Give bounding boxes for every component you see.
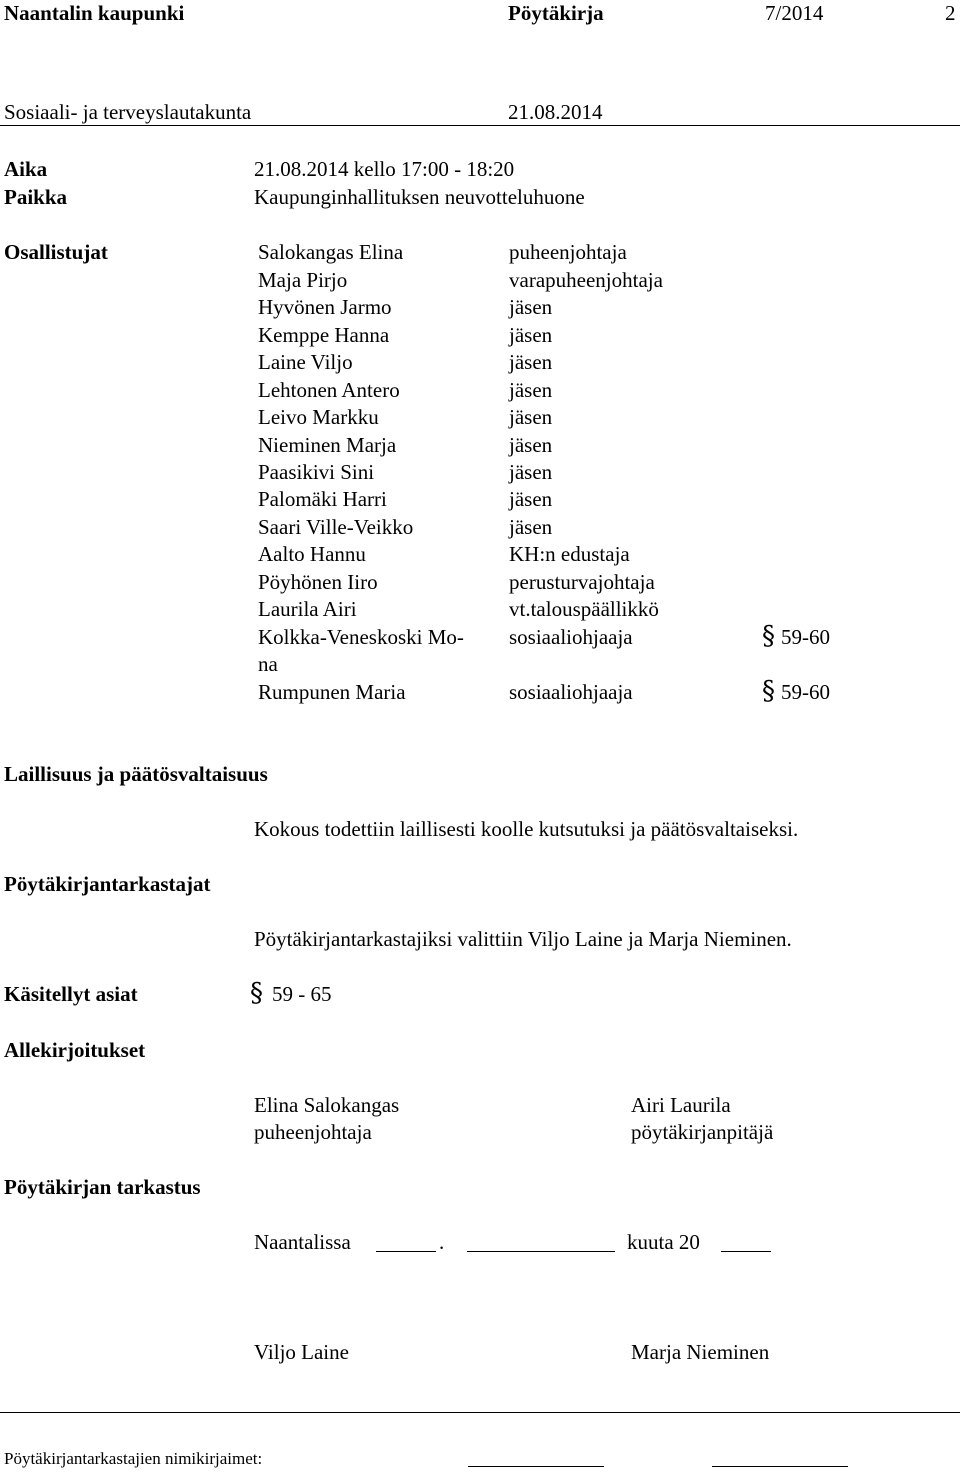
handled-label: Käsitellyt asiat [4, 982, 138, 1006]
chair-name: Elina Salokangas [254, 1093, 400, 1117]
participant-role: KH:n edustaja [509, 542, 630, 566]
place-value: Kaupunginhallituksen neuvotteluhuone [254, 185, 585, 209]
participant-name: Aalto Hannu [258, 542, 366, 566]
participant-role: jäsen [509, 405, 553, 429]
year-blank-line [721, 1251, 771, 1252]
review-label: Pöytäkirjan tarkastus [4, 1175, 201, 1199]
participant-name: Hyvönen Jarmo [258, 295, 392, 319]
section-sign-icon: § [762, 676, 775, 706]
handled-value: 59 - 65 [272, 982, 332, 1006]
section-sign-icon: § [250, 978, 263, 1008]
review-dot: . [439, 1230, 445, 1254]
secretary-role: pöytäkirjanpitäjä [631, 1120, 774, 1144]
review-month-text: kuuta 20 [627, 1230, 700, 1254]
participant-name: Salokangas Elina [258, 240, 404, 264]
participant-name: Laine Viljo [258, 350, 353, 374]
header-divider [0, 125, 960, 126]
page-number: 2 [945, 1, 956, 25]
participant-sections: 59-60 [781, 625, 830, 649]
participant-role: jäsen [509, 487, 553, 511]
time-value: 21.08.2014 kello 17:00 - 18:20 [254, 157, 515, 181]
place-label: Paikka [4, 185, 68, 209]
board-name: Sosiaali- ja terveyslautakunta [4, 100, 252, 124]
participant-role: jäsen [509, 378, 553, 402]
participant-role: jäsen [509, 323, 553, 347]
initials-label: Pöytäkirjantarkastajien nimikirjaimet: [4, 1449, 263, 1468]
footer-divider [0, 1412, 960, 1413]
legality-label: Laillisuus ja päätösvaltaisuus [4, 762, 268, 786]
doc-type: Pöytäkirja [508, 1, 604, 25]
participant-role: jäsen [509, 295, 553, 319]
participant-role: jäsen [509, 515, 553, 539]
participant-name: Palomäki Harri [258, 487, 387, 511]
participant-name: Rumpunen Maria [258, 680, 406, 704]
participant-name: Laurila Airi [258, 597, 357, 621]
month-blank-line [467, 1251, 615, 1252]
participant-role: puheenjohtaja [509, 240, 627, 264]
participant-name: Nieminen Marja [258, 433, 397, 457]
participant-name: Kolkka-Veneskoski Mo- [258, 625, 464, 649]
participant-name-continued: na [258, 652, 278, 676]
inspectors-label: Pöytäkirjantarkastajat [4, 872, 211, 896]
participant-role: varapuheenjohtaja [509, 268, 663, 292]
participant-name: Maja Pirjo [258, 268, 348, 292]
participant-name: Pöyhönen Iiro [258, 570, 378, 594]
time-label: Aika [4, 157, 48, 181]
inspectors-text: Pöytäkirjantarkastajiksi valittiin Viljo Laine ja Marja Nieminen. [254, 927, 792, 951]
participant-name: Leivo Markku [258, 405, 379, 429]
inspector-signer-left: Viljo Laine [254, 1340, 349, 1364]
participant-name: Kemppe Hanna [258, 323, 390, 347]
participant-name: Lehtonen Antero [258, 378, 400, 402]
org-name: Naantalin kaupunki [4, 1, 185, 25]
initials-line-right [712, 1466, 848, 1467]
initials-line-left [468, 1466, 604, 1467]
signatures-label: Allekirjoitukset [4, 1038, 146, 1062]
participant-role: sosiaaliohjaaja [509, 680, 633, 704]
participant-role: jäsen [509, 433, 553, 457]
participant-name: Saari Ville-Veikko [258, 515, 414, 539]
chair-role: puheenjohtaja [254, 1120, 372, 1144]
doc-number: 7/2014 [765, 1, 824, 25]
participant-role: jäsen [509, 460, 553, 484]
secretary-name: Airi Laurila [631, 1093, 731, 1117]
day-blank-line [376, 1251, 436, 1252]
inspector-signer-right: Marja Nieminen [631, 1340, 770, 1364]
participant-role: vt.talouspäällikkö [509, 597, 659, 621]
legality-text: Kokous todettiin laillisesti koolle kutsutuksi ja päätösvaltaiseksi. [254, 817, 799, 841]
participants-label: Osallistujat [4, 240, 108, 264]
meeting-date: 21.08.2014 [508, 100, 603, 124]
participant-sections: 59-60 [781, 680, 830, 704]
section-sign-icon: § [762, 621, 775, 651]
participant-role: jäsen [509, 350, 553, 374]
participant-role: perusturvajohtaja [509, 570, 655, 594]
review-place: Naantalissa [254, 1230, 351, 1254]
participant-name: Paasikivi Sini [258, 460, 375, 484]
participant-role: sosiaaliohjaaja [509, 625, 633, 649]
